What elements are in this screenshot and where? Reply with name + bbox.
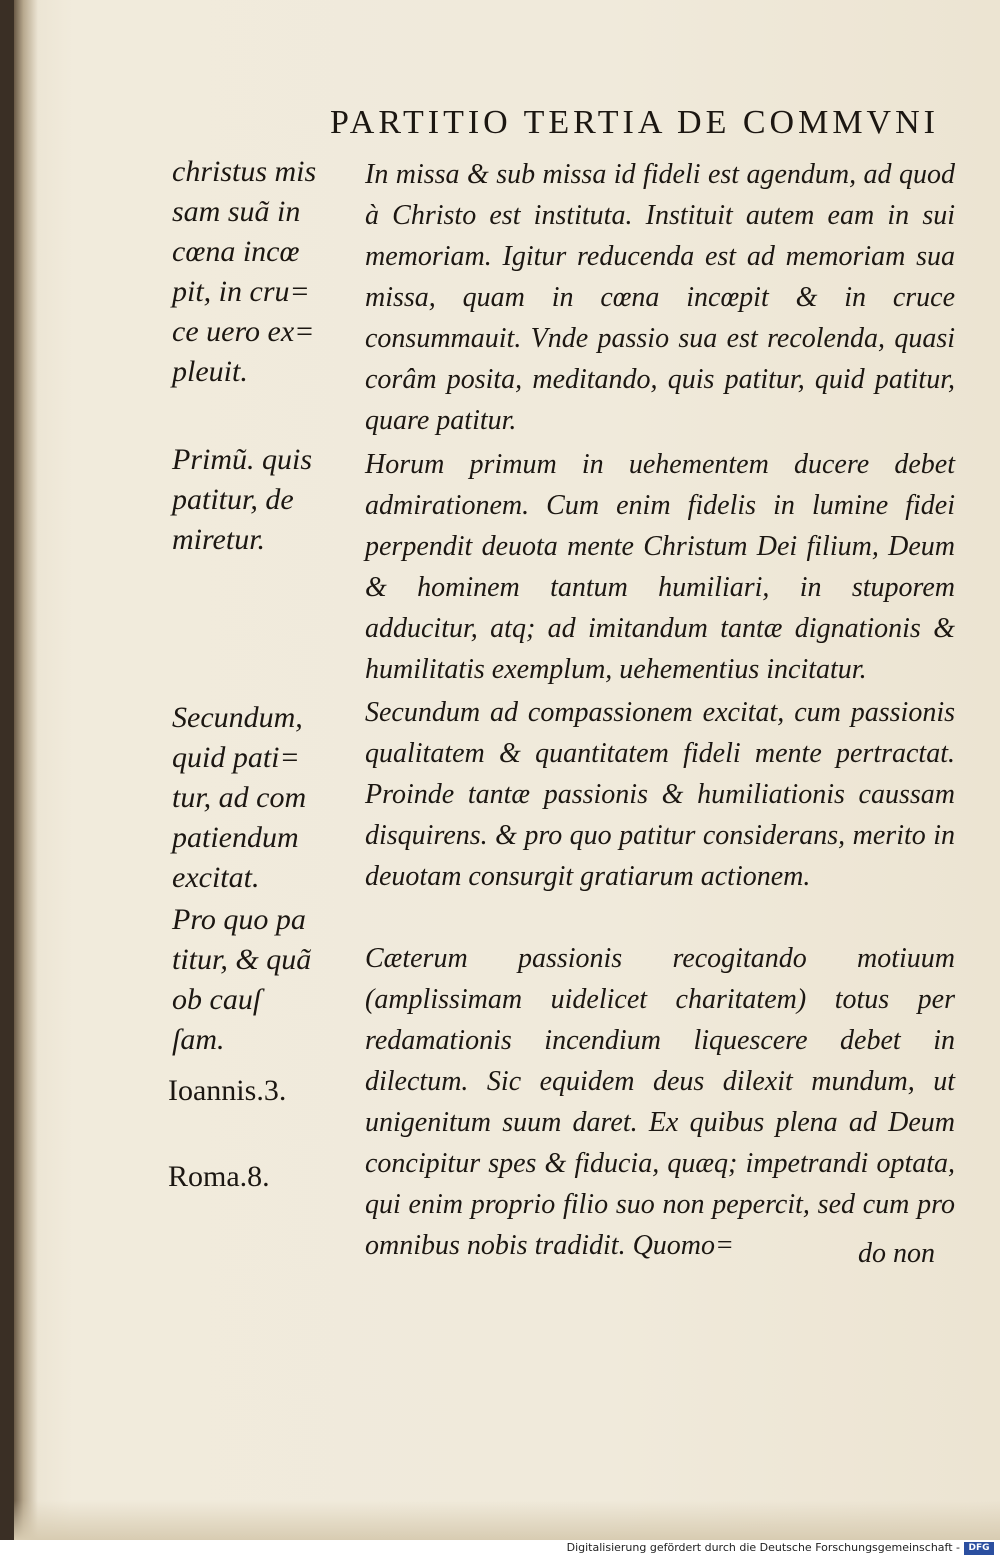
paragraph-1-text: In missa & sub missa id fideli est agendum, ad quod à Christo est instituta. Instituit autem eam in sui memoriam. Igitur reducenda est ad memoriam sua missa, quam in cœna incœpit & in cruce consummauit. Vnde passio sua est recolenda, quasi corâm posita, meditando, quis patitur, quid patitur, quare patitur. <box>365 159 955 436</box>
funding-credit: Digitalisierung gefördert durch die Deutsche Forschungsgemeinschaft - <box>566 1541 960 1554</box>
dfg-logo-icon: DFG <box>964 1542 994 1555</box>
page-bottom-shade <box>14 1500 1000 1540</box>
margin-reference-john: Ioannis.3. <box>168 1074 287 1107</box>
paragraph-2 <box>325 444 955 690</box>
paragraph-2-text: Horum primum in uehementem ducere debet admirationem. Cum enim fidelis in lumine fidei perpendit deuota mente Christum Dei filium, Deum & hominem tantum humiliari, in stuporem adducitur, atq; ad imitandum tantæ dignationis & humilitatis exemplum, uehementius incitatur. <box>365 449 955 685</box>
paragraph-4-text: Cæterum passionis recogitando motiuum (amplissimam uidelicet charitatem) totus per redamationis incendium liquescere debet in dilectum. Sic equidem deus dilexit mundum, ut unigenitum suum daret. Ex quibus plena ad Deum concipitur spes & fiducia, quæq; impetrandi optata, qui enim proprio filio suo non pepercit, sed cum pro omnibus nobis tradidit. Quomo= <box>365 943 955 1261</box>
paragraph-1 <box>325 154 955 441</box>
paragraph-3-text: Secundum ad compassionem excitat, cum passionis qualitatem & quantitatem fideli mente pertractat. Proinde tantæ passionis & humiliationis caussam disquirens. & pro quo patitur considerans, merito in deuotam consurgit gratiarum actionem. <box>365 697 955 892</box>
margin-note-1: christus mis sam suã in cœna incœ pit, in cru= ce uero ex= pleuit. <box>172 155 317 388</box>
margin-note-2: Primũ. quis patitur, de miretur. <box>172 443 313 556</box>
paragraph-3 <box>325 692 955 897</box>
margin-note-3: Secundum, quid pati= tur, ad com patiendum excitat. <box>172 701 307 894</box>
catchword: do non <box>858 1238 935 1269</box>
margin-reference-romans: Roma.8. <box>168 1160 270 1193</box>
running-header: PARTITIO TERTIA DE COMMVNI <box>330 104 939 141</box>
page-gutter-shadow <box>14 0 38 1540</box>
margin-note-4: Pro quo pa titur, & quã ob cauſ ſam. <box>172 903 312 1056</box>
paragraph-4 <box>325 938 955 1266</box>
